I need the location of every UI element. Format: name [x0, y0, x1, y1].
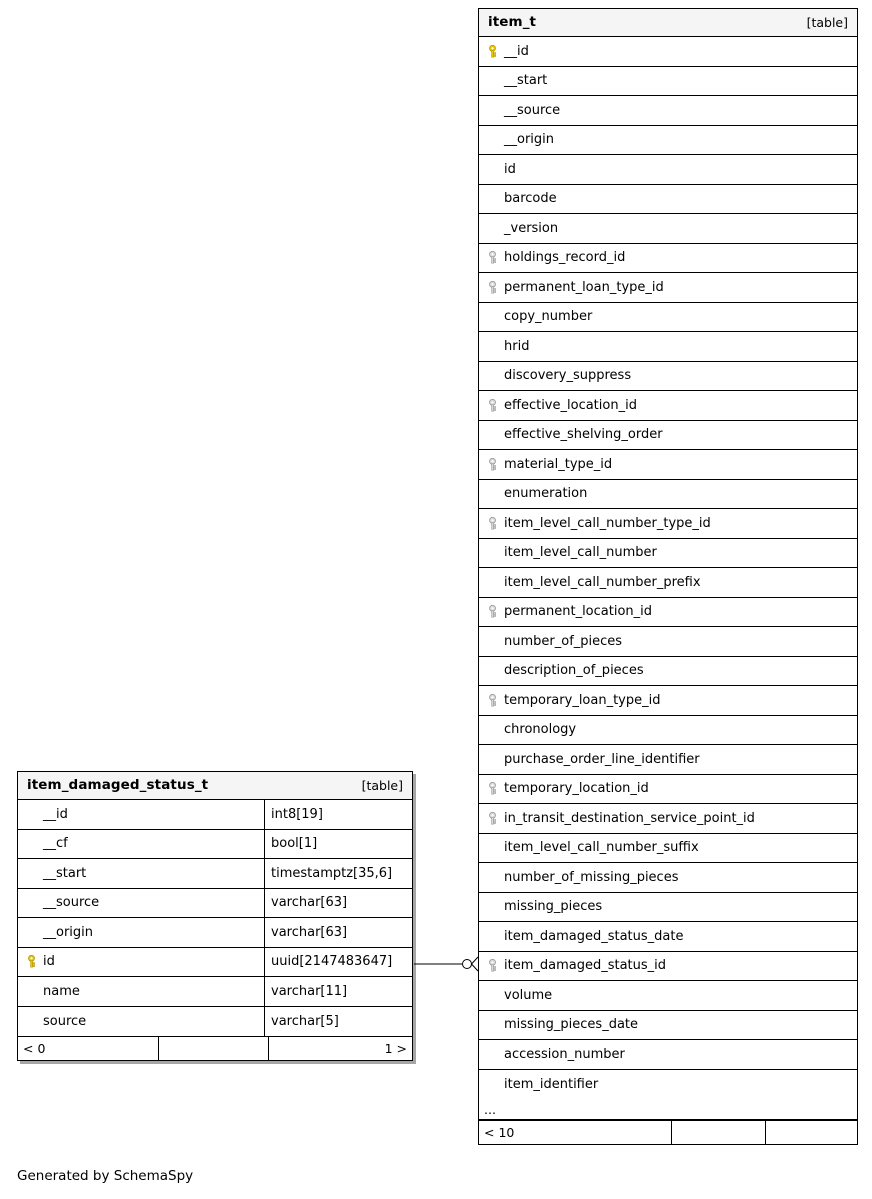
column-name-label: discovery_suppress [504, 368, 632, 384]
column-cell-name [479, 834, 857, 863]
table-row[interactable] [479, 686, 857, 716]
column-name-label: effective_location_id [504, 397, 637, 413]
table-row[interactable] [18, 830, 412, 860]
column-cell-type: int8[19] [264, 800, 412, 829]
column-cell-name [18, 800, 264, 829]
table-row[interactable] [479, 214, 857, 244]
column-cell-name [479, 1011, 857, 1040]
column-cell-name [18, 889, 264, 918]
column-cell-name [479, 303, 857, 332]
column-name-label: effective_shelving_order [504, 427, 663, 443]
erd-table-item_damaged_status_t[interactable] [17, 771, 413, 1061]
table-row[interactable] [479, 775, 857, 805]
column-name-label: item_level_call_number_prefix [504, 574, 701, 590]
column-cell-name [479, 657, 857, 686]
column-name-label: purchase_order_line_identifier [504, 751, 700, 767]
erd-table-item_t[interactable] [478, 8, 858, 1145]
table-row[interactable] [479, 863, 857, 893]
footer-middle-cell [158, 1037, 268, 1060]
column-cell-name [479, 804, 857, 833]
column-cell-name [479, 480, 857, 509]
table-row[interactable] [479, 1011, 857, 1041]
column-name-label: chronology [504, 722, 577, 738]
table-row[interactable] [479, 1040, 857, 1070]
foreign-key-icon [487, 281, 498, 294]
column-name-label: permanent_loan_type_id [504, 279, 664, 295]
table-row[interactable] [479, 37, 857, 67]
table-row[interactable] [18, 889, 412, 919]
footer-incoming-count: < 10 [484, 1125, 515, 1140]
foreign-key-icon [487, 959, 498, 972]
column-cell-name [479, 568, 857, 597]
column-name-label: item_damaged_status_date [504, 928, 684, 944]
foreign-key-icon [487, 517, 498, 530]
table-row[interactable] [479, 421, 857, 451]
column-cell-name [18, 977, 264, 1006]
table-row[interactable] [18, 948, 412, 978]
column-name-label: item_level_call_number_type_id [504, 515, 711, 531]
column-name-label: missing_pieces_date [504, 1017, 639, 1033]
column-name-label: item_level_call_number_suffix [504, 840, 699, 856]
footer-outgoing-count [765, 1121, 857, 1144]
table-row[interactable] [479, 480, 857, 510]
table-row[interactable] [18, 800, 412, 830]
foreign-key-icon [487, 251, 498, 264]
column-cell-name [18, 859, 264, 888]
column-name-label: __start [504, 73, 548, 89]
table-type-tag: [table] [806, 14, 848, 30]
key-indicator-slot [487, 782, 503, 795]
table-row[interactable] [479, 893, 857, 923]
column-cell-type: timestamptz[35,6] [264, 859, 412, 888]
column-cell-name [18, 918, 264, 947]
footer-outgoing-count: 1 > [268, 1037, 412, 1060]
column-name-label: item_identifier [504, 1076, 599, 1092]
column-name-label: item_level_call_number [504, 545, 657, 561]
table-row[interactable] [479, 509, 857, 539]
table-row[interactable] [479, 273, 857, 303]
column-cell-name [479, 716, 857, 745]
column-cell-type: varchar[63] [264, 889, 412, 918]
column-cell-name [479, 126, 857, 155]
foreign-key-icon [487, 812, 498, 825]
table-row[interactable] [479, 67, 857, 97]
table-row[interactable] [479, 922, 857, 952]
column-cell-name [479, 627, 857, 656]
table-row[interactable] [479, 539, 857, 569]
column-name-label: __id [43, 806, 68, 822]
table-type-tag: [table] [361, 777, 403, 793]
table-row[interactable] [479, 657, 857, 687]
table-row[interactable] [479, 598, 857, 628]
table-title: item_t [488, 14, 537, 30]
column-cell-type: bool[1] [264, 830, 412, 859]
table-header-item_damaged_status_t [18, 772, 412, 800]
column-list-item_t [479, 37, 857, 1099]
column-cell-type: varchar[63] [264, 918, 412, 947]
table-row[interactable] [479, 745, 857, 775]
column-name-label: number_of_missing_pieces [504, 869, 679, 885]
column-name-label: __cf [43, 836, 68, 852]
column-cell-name [479, 539, 857, 568]
column-cell-name [479, 952, 857, 981]
primary-key-icon [26, 955, 37, 968]
key-indicator-slot [487, 812, 503, 825]
column-name-label: _version [504, 220, 559, 236]
column-name-label: in_transit_destination_service_point_id [504, 810, 755, 826]
table-row[interactable] [479, 391, 857, 421]
table-row[interactable] [479, 952, 857, 982]
column-name-label: __source [43, 895, 100, 911]
column-cell-name [479, 922, 857, 951]
column-name-label: __start [43, 865, 87, 881]
table-footer-item_t [479, 1120, 857, 1144]
column-cell-name [479, 273, 857, 302]
column-cell-name [18, 830, 264, 859]
key-indicator-slot [487, 694, 503, 707]
footer-middle-cell [671, 1121, 765, 1144]
primary-key-icon [487, 45, 498, 58]
column-cell-name [479, 214, 857, 243]
column-cell-name [479, 863, 857, 892]
column-name-label: barcode [504, 191, 557, 207]
column-cell-name [479, 244, 857, 273]
table-row[interactable] [479, 126, 857, 156]
table-row[interactable] [18, 1007, 412, 1037]
generated-by-credit: Generated by SchemaSpy [17, 1168, 194, 1184]
column-cell-name [479, 1070, 857, 1100]
key-indicator-slot [487, 517, 503, 530]
table-row[interactable] [479, 332, 857, 362]
table-row[interactable] [479, 568, 857, 598]
table-row[interactable] [479, 716, 857, 746]
column-name-label: __origin [504, 132, 555, 148]
table-row[interactable] [479, 362, 857, 392]
column-name-label: permanent_location_id [504, 604, 653, 620]
column-cell-type: varchar[11] [264, 977, 412, 1006]
column-name-label: temporary_loan_type_id [504, 692, 661, 708]
column-cell-name [18, 948, 264, 977]
column-name-label: __origin [43, 924, 94, 940]
table-row[interactable] [479, 981, 857, 1011]
key-indicator-slot [487, 605, 503, 618]
table-row[interactable] [479, 1070, 857, 1100]
foreign-key-icon [487, 605, 498, 618]
table-row[interactable] [479, 185, 857, 215]
column-cell-name [479, 96, 857, 125]
column-name-label: hrid [504, 338, 530, 354]
column-cell-name [479, 421, 857, 450]
key-indicator-slot [487, 399, 503, 412]
column-name-label: accession_number [504, 1046, 625, 1062]
column-cell-name [479, 391, 857, 420]
column-name-label: id [43, 954, 55, 970]
table-row[interactable] [479, 834, 857, 864]
column-name-label: missing_pieces [504, 899, 603, 915]
column-cell-type: uuid[2147483647] [264, 948, 412, 977]
table-title: item_damaged_status_t [27, 777, 209, 793]
key-indicator-slot [487, 281, 503, 294]
column-cell-type: varchar[5] [264, 1007, 412, 1037]
column-name-label: name [43, 983, 80, 999]
column-cell-name [479, 67, 857, 96]
column-cell-name [479, 450, 857, 479]
key-indicator-slot [487, 45, 503, 58]
column-name-label: __id [504, 43, 529, 59]
key-indicator-slot [487, 251, 503, 264]
column-cell-name [479, 155, 857, 184]
footer-incoming-count: < 0 [23, 1041, 46, 1056]
column-cell-name [479, 775, 857, 804]
table-row[interactable] [479, 303, 857, 333]
table-row[interactable] [18, 859, 412, 889]
column-name-label: volume [504, 987, 553, 1003]
column-name-label: holdings_record_id [504, 250, 626, 266]
column-cell-name [479, 598, 857, 627]
column-name-label: material_type_id [504, 456, 613, 472]
column-name-label: id [504, 161, 516, 177]
key-indicator-slot [487, 458, 503, 471]
column-name-label: source [43, 1013, 87, 1029]
column-name-label: item_damaged_status_id [504, 958, 667, 974]
column-name-label: temporary_location_id [504, 781, 649, 797]
column-cell-name [479, 509, 857, 538]
column-cell-name [479, 893, 857, 922]
column-name-label: description_of_pieces [504, 663, 644, 679]
table-header-item_t [479, 9, 857, 37]
column-list-item_damaged_status_t [18, 800, 412, 1036]
foreign-key-icon [487, 782, 498, 795]
table-row[interactable] [479, 96, 857, 126]
column-cell-name [479, 686, 857, 715]
table-row[interactable] [479, 244, 857, 274]
table-footer-item_damaged_status_t [18, 1036, 412, 1060]
column-cell-name [479, 1040, 857, 1069]
column-name-label: number_of_pieces [504, 633, 623, 649]
more-columns-indicator: ... [479, 1099, 857, 1120]
table-row[interactable] [479, 450, 857, 480]
column-cell-name [479, 185, 857, 214]
column-cell-name [479, 745, 857, 774]
column-cell-name [18, 1007, 264, 1037]
foreign-key-icon [487, 458, 498, 471]
table-row[interactable] [479, 804, 857, 834]
column-cell-name [479, 37, 857, 66]
key-indicator-slot [26, 955, 42, 968]
table-row[interactable] [479, 155, 857, 185]
column-cell-name [479, 981, 857, 1010]
foreign-key-icon [487, 399, 498, 412]
column-cell-name [479, 362, 857, 391]
column-name-label: copy_number [504, 309, 593, 325]
foreign-key-icon [487, 694, 498, 707]
table-row[interactable] [18, 918, 412, 948]
table-row[interactable] [479, 627, 857, 657]
key-indicator-slot [487, 959, 503, 972]
table-row[interactable] [18, 977, 412, 1007]
column-cell-name [479, 332, 857, 361]
column-name-label: __source [504, 102, 561, 118]
column-name-label: enumeration [504, 486, 588, 502]
